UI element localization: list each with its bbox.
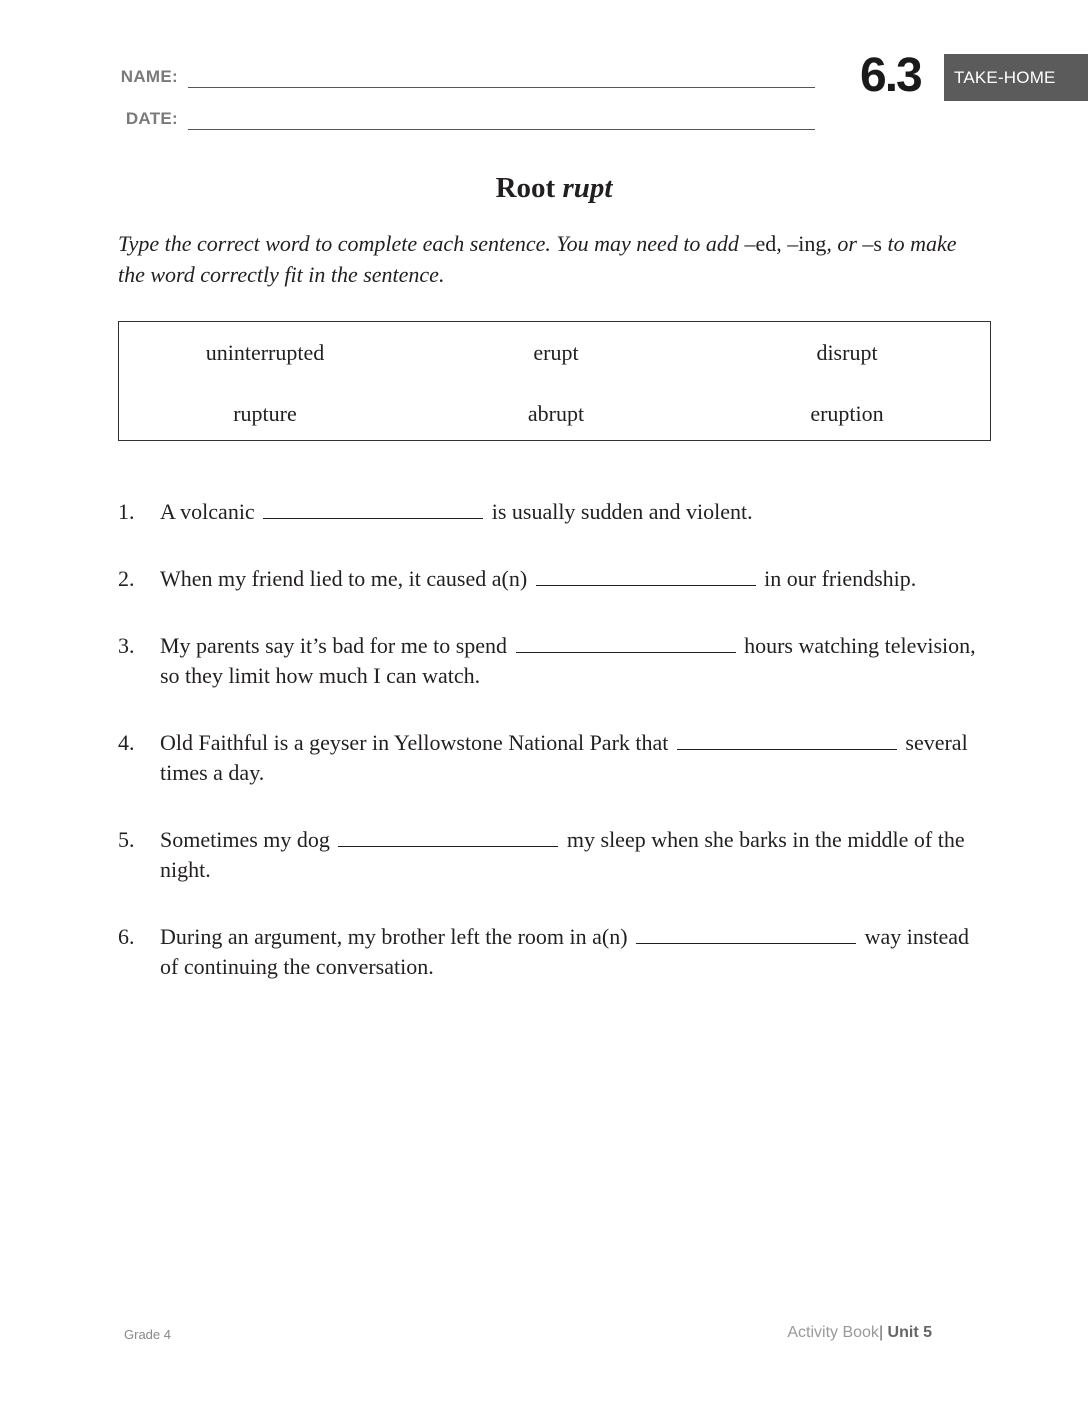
question-number: 3.: [118, 633, 135, 658]
suffix-ing: –ing: [787, 231, 827, 256]
instructions-or: , or: [826, 231, 863, 256]
word-bank-item: uninterrupted: [205, 340, 325, 365]
answer-blank[interactable]: [338, 826, 558, 847]
question-number: 6.: [118, 924, 135, 949]
question-after: hours watching television, so they limit how much I can watch.: [160, 633, 976, 688]
instructions-part2: to make the word correctly fit in the sentence.: [118, 231, 957, 287]
title-root: rupt: [562, 172, 613, 204]
question-text: [160, 564, 990, 594]
question-text: [160, 728, 990, 788]
word-bank: [118, 321, 991, 441]
answer-blank[interactable]: [536, 565, 756, 586]
question-number: 2.: [118, 566, 135, 591]
page-title: [0, 172, 1088, 205]
question-text: [160, 497, 990, 527]
word-bank-item: eruption: [810, 401, 884, 426]
date-field-row: [118, 106, 815, 130]
question-number: 5.: [118, 827, 135, 852]
question-after: is usually sudden and violent.: [491, 499, 753, 524]
footer-book: Activity Book: [787, 1324, 879, 1341]
footer-grade: Grade 4: [124, 1327, 171, 1342]
word-bank-item: disrupt: [816, 340, 878, 365]
question-after: way instead of continuing the conversation.: [160, 924, 970, 979]
question-text: [160, 922, 990, 982]
footer-unit: Unit 5: [887, 1324, 932, 1341]
question-before: When my friend lied to me, it caused a(n): [160, 566, 528, 591]
name-input-line[interactable]: [188, 87, 815, 88]
suffix-ed: –ed: [744, 231, 777, 256]
word-bank-item: erupt: [533, 340, 579, 365]
instructions-comma: ,: [776, 231, 788, 256]
take-home-tab: TAKE-HOME: [944, 54, 1088, 101]
question-before: My parents say it’s bad for me to spend: [160, 633, 508, 658]
lesson-number: 6.3: [860, 49, 921, 102]
date-label: DATE:: [125, 109, 178, 128]
name-label: NAME:: [120, 67, 178, 86]
footer-book-unit: [787, 1324, 932, 1342]
instructions-part1: Type the correct word to complete each sentence. You may need to add: [118, 231, 745, 256]
answer-blank[interactable]: [636, 923, 856, 944]
title-prefix: Root: [495, 172, 556, 204]
question-after: in our friendship.: [764, 566, 917, 591]
name-field-row: [118, 64, 815, 88]
answer-blank[interactable]: [263, 498, 483, 519]
answer-blank[interactable]: [516, 632, 736, 653]
question-after: my sleep when she barks in the middle of the night.: [160, 827, 965, 882]
footer-separator: |: [878, 1324, 884, 1341]
answer-blank[interactable]: [677, 729, 897, 750]
question-after: several times a day.: [160, 730, 968, 785]
instructions: [118, 228, 988, 290]
question-before: Sometimes my dog: [160, 827, 330, 852]
word-bank-item: rupture: [233, 401, 297, 426]
question-text: [160, 825, 990, 885]
date-input-line[interactable]: [188, 129, 815, 130]
question-before: During an argument, my brother left the room in a(n): [160, 924, 628, 949]
question-text: [160, 631, 990, 691]
word-bank-item: abrupt: [527, 401, 585, 426]
question-before: A volcanic: [160, 499, 255, 524]
question-number: 1.: [118, 499, 135, 524]
question-before: Old Faithful is a geyser in Yellowstone National Park that: [160, 730, 669, 755]
question-number: 4.: [118, 730, 135, 755]
suffix-s: –s: [862, 231, 882, 256]
